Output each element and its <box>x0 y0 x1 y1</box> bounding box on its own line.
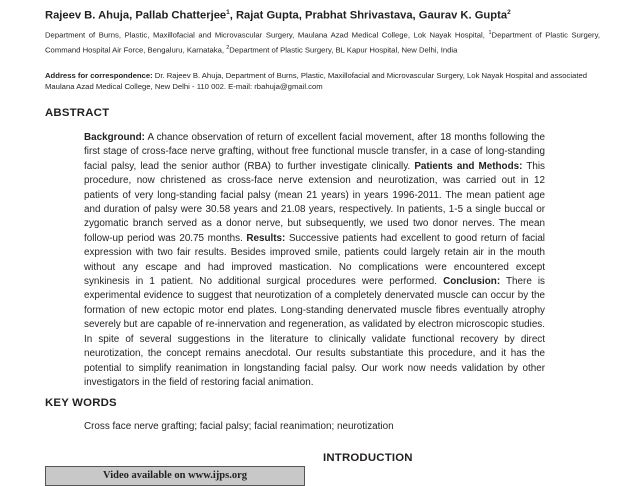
abstract-methods-text: This procedure, now christened as cross-face nerve extension and neurotization, was carried out in 12 patients of very long-standing facial palsy (mean 21 years) in years 1996-2011. The mean patient age and duration of palsy were 30.58 years and 21.08 years, respectively. In patients, 1-5 a single buccal or zygomatic branch served as a donor nerve, but subsequently, we used two donor nerves. The mean follow-up period was 20.75 months. <box>84 160 545 244</box>
affiliation-1: Department of Plastic Surgery, Command Hospital Air Force, Bengaluru, Karnataka, <box>45 30 600 55</box>
abstract-background-label: Background: <box>84 132 145 143</box>
correspondence-label: Address for correspondence: <box>45 71 153 80</box>
affiliation-main: Department of Burns, Plastic, Maxillofacial and Microvascular Surgery, Maulana Azad Medical College, Lok Nayak Hospital, <box>45 30 485 40</box>
authors-part-2: , Rajat Gupta, Prabhat Shrivastava, Gaurav K. Gupta <box>229 9 508 22</box>
keywords-text: Cross face nerve grafting; facial palsy; facial reanimation; neurotization <box>84 421 394 432</box>
introduction-heading: INTRODUCTION <box>323 452 413 464</box>
abstract-results-text: Successive patients had excellent to good return of facial expression with two fair results. Besides improved smile, patients could largely retain air in the mouth without any escape and had improved mastication. No complications were encountered except synkinesis in 1 patient. No additional surgical procedures were performed. <box>84 232 545 288</box>
affiliations <box>45 27 600 56</box>
abstract-background-text: A chance observation of return of excellent facial movement, after 18 months following the first stage of cross-face nerve grafting, without free functional muscle transfer, in a case of long-standing facial palsy, lead the senior author (RBA) to further investigate clinically. <box>84 132 545 172</box>
correspondence-text: Dr. Rajeev B. Ahuja, Department of Burns, Plastic, Maxillofacial and Microvascular Surgery, Lok Nayak Hospital and associated Maulana Azad Medical College, New Delhi - 110 002. E-mail: rbahuja@gmail.com <box>45 71 588 91</box>
abstract-results-label: Results: <box>246 232 286 244</box>
abstract-conclusion-label: Conclusion: <box>443 276 501 288</box>
author-list <box>45 9 605 22</box>
keywords-heading: KEY WORDS <box>45 397 117 409</box>
affiliation-1-sup: 1 <box>488 30 492 36</box>
affiliation-2: Department of Plastic Surgery, BL Kapur Hospital, New Delhi, India <box>229 45 458 55</box>
abstract-conclusion-text: There is experimental evidence to suggest that neurotization of a completely denervated muscle can occur by the formation of new ectopic motor end plates. Long-standing denervated muscle fibres eventually atrophy severely but are capable of re-innervation and regeneration, as validated by electron microscopic studies. In spite of several suggestions in the literature to clinically validate functional recovery by direct neurotization, the concept remains anecdotal. Our results substantiate this procedure, and it has the potential to simplify reanimation in longstanding facial palsy. Our work now needs validation by other investigators in the field of restoring facial animation. <box>84 276 545 388</box>
affiliation-2-sup: 2 <box>226 44 230 51</box>
video-available-text: Video available on www.ijps.org <box>103 470 247 481</box>
abstract-heading: ABSTRACT <box>45 107 110 119</box>
authors-part-1: Rajeev B. Ahuja, Pallab Chatterjee <box>45 9 227 22</box>
author-affil-sup-2: 2 <box>507 9 511 16</box>
abstract-methods-label: Patients and Methods: <box>414 160 523 172</box>
abstract-body <box>84 131 545 390</box>
correspondence <box>45 71 600 92</box>
author-affil-sup-1: 1 <box>226 9 230 16</box>
video-available-banner <box>45 466 305 486</box>
